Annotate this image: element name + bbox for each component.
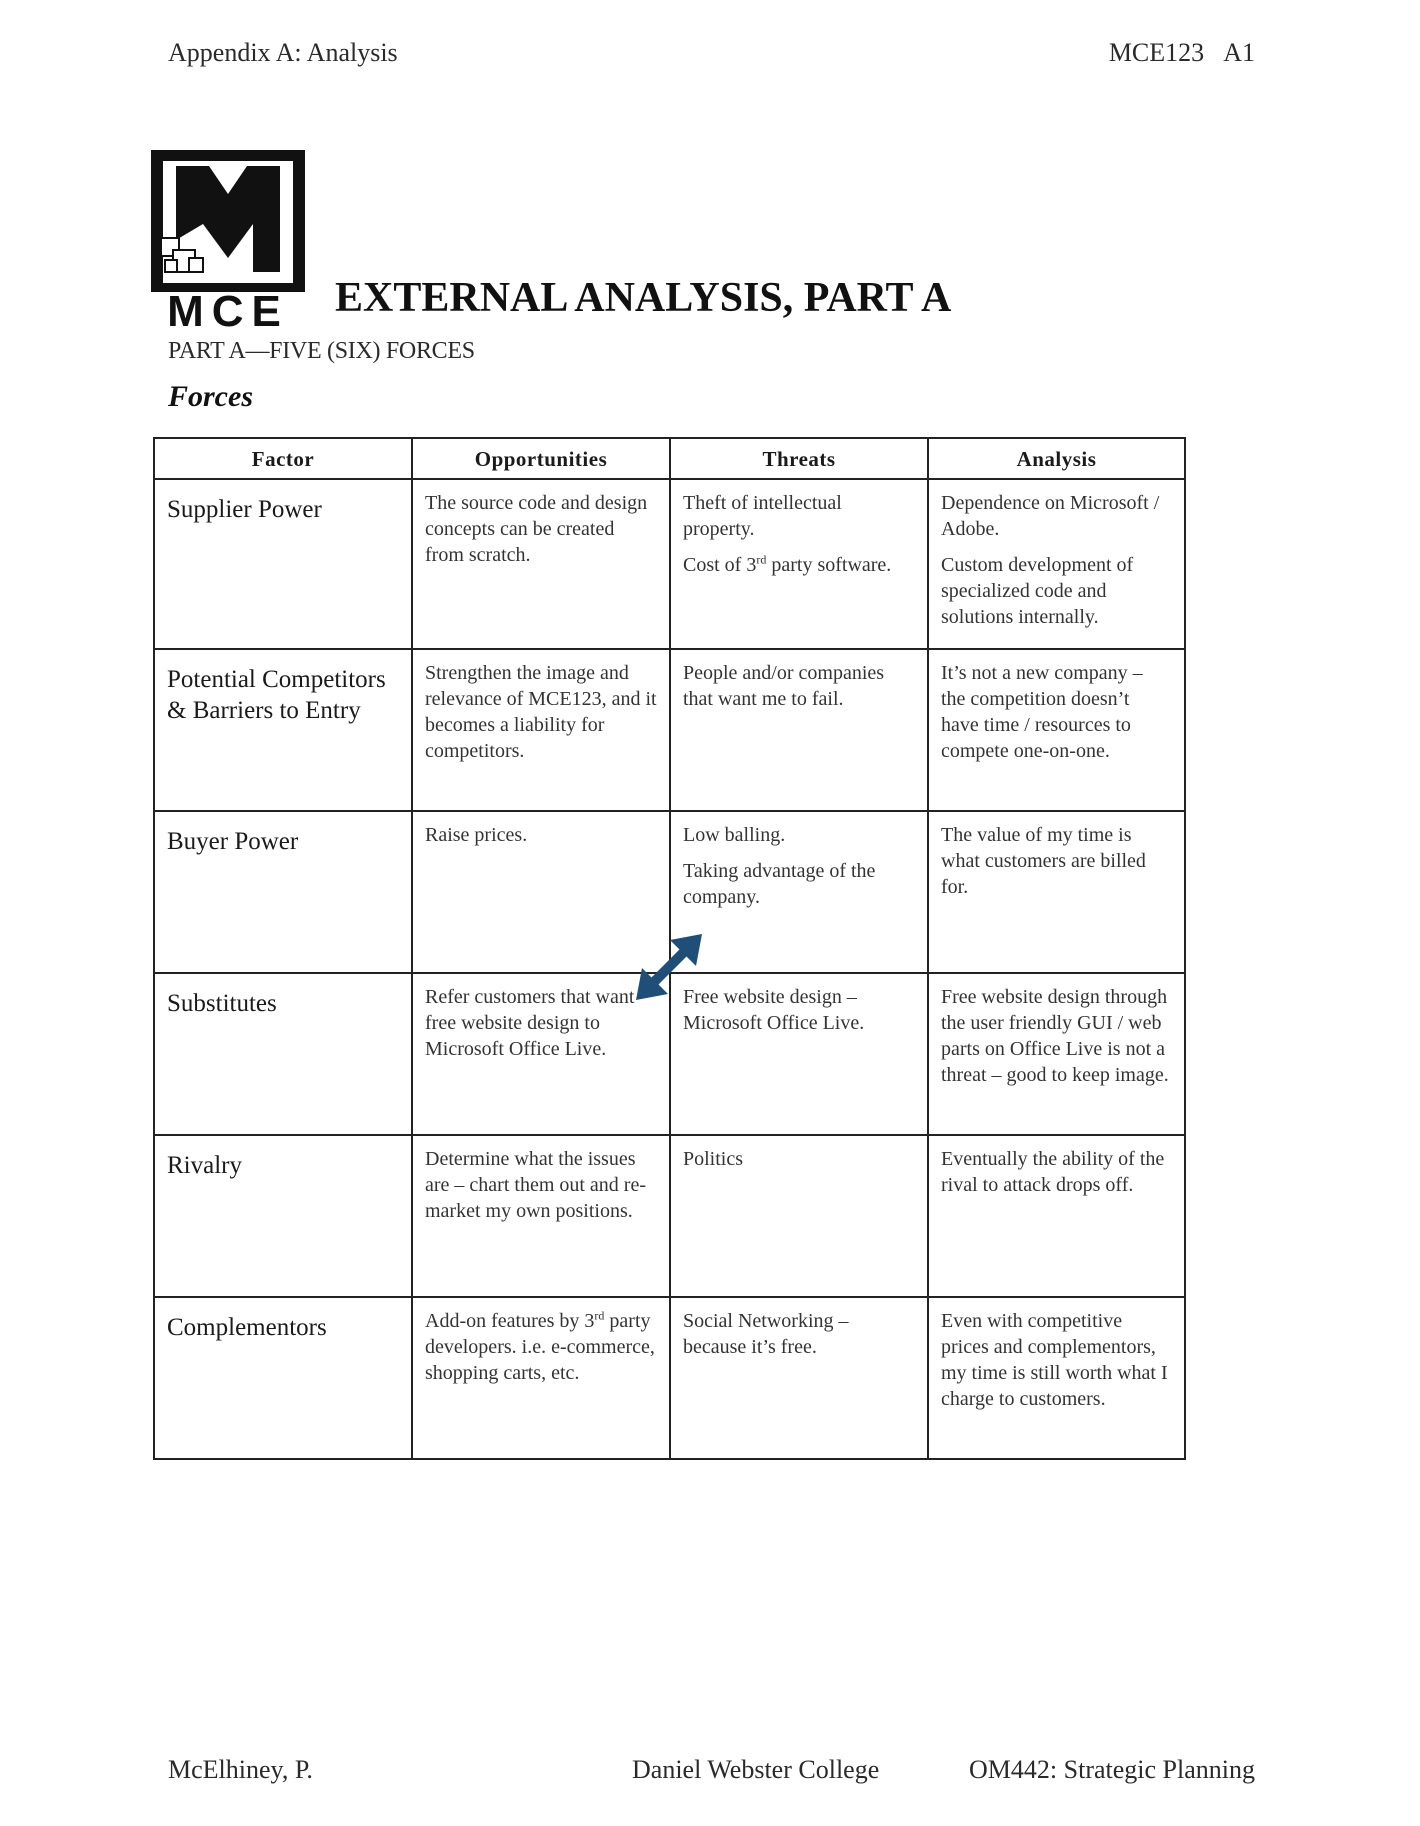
page-subtitle: PART A—FIVE (SIX) FORCES: [168, 338, 475, 364]
table-row: [154, 1135, 1185, 1297]
factor-cell: Buyer Power: [154, 811, 412, 973]
opportunities-cell: Raise prices.: [412, 811, 670, 973]
table-header-row: [154, 438, 1185, 479]
factor-cell: Substitutes: [154, 973, 412, 1135]
analysis-cell: Eventually the ability of the rival to attack drops off.: [928, 1135, 1185, 1297]
opportunities-cell: [412, 1297, 670, 1459]
factor-cell: Supplier Power: [154, 479, 412, 649]
column-header-factor: Factor: [154, 438, 412, 479]
mce-logo: [151, 150, 305, 330]
section-heading: Forces: [168, 380, 253, 413]
header-right: MCE123 A1: [1108, 38, 1255, 67]
threats-cell: Politics: [670, 1135, 928, 1297]
factor-cell: Complementors: [154, 1297, 412, 1459]
opportunities-cell: Determine what the issues are – chart them out and re-market my own positions.: [412, 1135, 670, 1297]
footer-college: Daniel Webster College: [632, 1755, 880, 1784]
threats-cell: Low balling. Taking advantage of the company.: [670, 811, 928, 973]
factor-cell: Potential Competitors & Barriers to Entry: [154, 649, 412, 811]
column-header-opportunities: Opportunities: [412, 438, 670, 479]
analysis-cell: It’s not a new company – the competition doesn’t have time / resources to compete one-on-one.: [928, 649, 1185, 811]
superscript-text: Cost of 3rd party software.: [683, 552, 892, 576]
superscript-text: Add-on features by 3rd party developers. i.e. e-commerce, shopping carts, etc.: [425, 1308, 655, 1384]
opportunities-cell: Strengthen the image and relevance of MCE123, and it becomes a liability for competitors.: [412, 649, 670, 811]
page-title: EXTERNAL ANALYSIS, PART A: [335, 275, 952, 321]
analysis-cell: Free website design through the user friendly GUI / web parts on Office Live is not a threat – good to keep image.: [928, 973, 1185, 1135]
table-row: [154, 1297, 1185, 1459]
table-row: [154, 649, 1185, 811]
footer-author: McElhiney, P.: [168, 1755, 313, 1784]
column-header-analysis: Analysis: [928, 438, 1185, 479]
double-arrow-icon: [636, 934, 702, 1000]
threats-cell: Social Networking – because it’s free.: [670, 1297, 928, 1459]
threats-cell: People and/or companies that want me to fail.: [670, 649, 928, 811]
analysis-cell: The value of my time is what customers are billed for.: [928, 811, 1185, 973]
threats-cell: Free website design – Microsoft Office Live.: [670, 973, 928, 1135]
opportunities-cell: Refer customers that want free website design to Microsoft Office Live.: [412, 973, 670, 1135]
analysis-cell: Even with competitive prices and complementors, my time is still worth what I charge to customers.: [928, 1297, 1185, 1459]
logo-text: MCE: [167, 287, 289, 330]
table-row: [154, 479, 1185, 649]
column-header-threats: Threats: [670, 438, 928, 479]
threats-cell: Theft of intellectual property. Cost of 3rd party software.: [670, 479, 928, 649]
header-left: Appendix A: Analysis: [168, 38, 398, 67]
analysis-cell: Dependence on Microsoft / Adobe. Custom development of specialized code and solutions internally.: [928, 479, 1185, 649]
factor-cell: Rivalry: [154, 1135, 412, 1297]
opportunities-cell: The source code and design concepts can be created from scratch.: [412, 479, 670, 649]
footer-course: OM442: Strategic Planning: [969, 1755, 1255, 1784]
